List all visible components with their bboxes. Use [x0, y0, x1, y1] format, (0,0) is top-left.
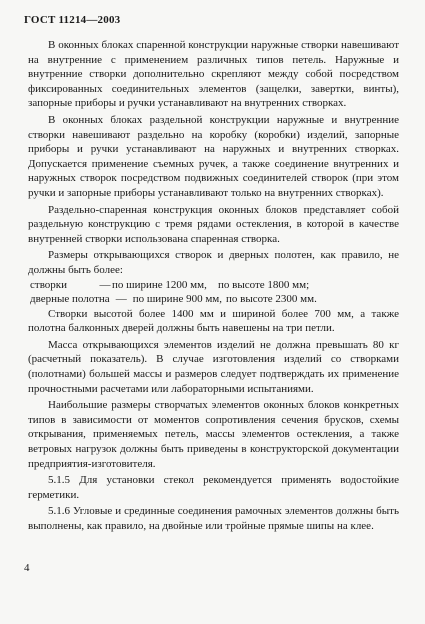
paragraph-separate-paired: Раздельно-спаренная конструкция оконных блоков представляет собой раздельную конструкцию с тремя рядами остекления, в которой в качестве внутренней створки использована спаренная створка. — [28, 203, 399, 245]
dimension-item: дверные полотна — [30, 293, 110, 306]
standard-header: ГОСТ 11214—2003 — [24, 14, 121, 26]
dimension-height: по высоте 1800 мм; — [218, 278, 310, 291]
dimension-dash: — — [115, 293, 127, 306]
dimension-width: по ширине 900 мм, — [132, 293, 223, 306]
dimension-item: створки — [30, 278, 68, 291]
paragraph-sizes-intro: Размеры открывающихся створок и дверных полотен, как правило, не должны быть более: — [28, 249, 399, 276]
dimension-width: по ширине 1200 мм, — [112, 278, 207, 291]
page-number: 4 — [24, 562, 30, 574]
paragraph-mass: Масса открывающихся элементов изделий не должна превышать 80 кг (расчетный показатель). В случае изготовления изделий со створками (полотнами) большей массы и размеров следует подтверждать их применение прочностными расчетами или лабораторными испытаниями. — [28, 338, 399, 395]
paragraph-paired-construction: В оконных блоках спаренной конструкции наружные створки навешивают на внутренние с применением различных типов петель. Наружные и внутренние створки дополнительно скрепляют между собой посредством фиксированных соединительных элементов (защелки, завертки, винты), запорные приборы и ручки устанавливают на внутренних створках. — [28, 39, 399, 110]
dimension-row-sashes — [28, 278, 399, 293]
paragraph-separate-construction: В оконных блоках раздельной конструкции наружные и внутренние створки навешивают раздельно на коробку (коробки) изделий, запорные приборы и ручки устанавливают на наружных и внутренних створках. Допускается применение съемных ручек, а также соединение внутренних и наружных створок посредством подвижных соединителей створок (при этом ручки и запорные приборы устанавливают только на внутренних створках). — [28, 113, 399, 199]
dimension-height: по высоте 2300 мм. — [226, 293, 317, 306]
dimension-dash: — — [99, 278, 111, 291]
document-body — [28, 38, 399, 534]
paragraph-hinges: Створки высотой более 1400 мм и шириной более 700 мм, а также полотна балконных дверей должны быть навешены на три петли. — [28, 307, 399, 335]
clause-5-1-5: 5.1.5 Для установки стекол рекомендуется применять водостойкие герметики. — [28, 474, 399, 501]
dimension-row-door-leaves — [28, 292, 399, 307]
clause-5-1-6: 5.1.6 Угловые и срединные соединения рамочных элементов должны быть выполнены, как правило, на двойные или тройные прямые шипы на клее. — [28, 505, 399, 532]
paragraph-max-sizes: Наибольшие размеры створчатых элементов оконных блоков конкретных типов в зависимости от моментов сопротивления сечения брусков, схемы открывания, применяемых петель, массы элементов остекления, а также ветровых нагрузок должны быть приведены в конструкторской документации предприятия-изготовителя. — [28, 399, 399, 470]
